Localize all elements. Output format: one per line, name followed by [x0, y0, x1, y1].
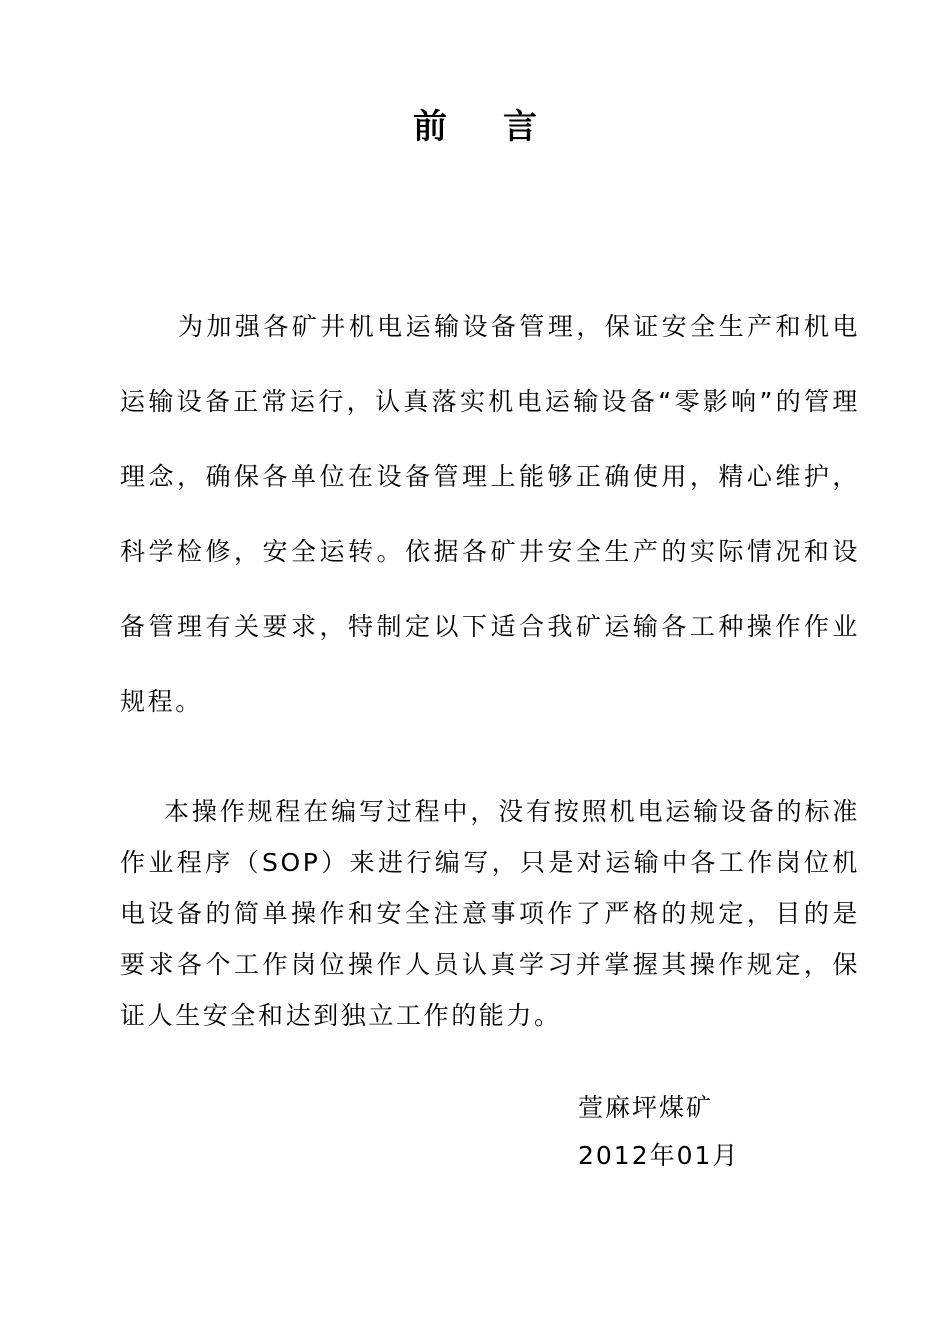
paragraph-1: 为加强各矿井机电运输设备管理，保证安全生产和机电运输设备正常运行，认真落实机电运输设备“零影响”的管理理念，确保各单位在设备管理上能够正确使用，精心维护，科学检修，安全运转。依据各矿井安全生产的实际情况和设备管理有关要求，特制定以下适合我矿运输各工种操作作业规程。 — [120, 312, 860, 716]
paragraph-2: 本操作规程在编写过程中，没有按照机电运输设备的标准作业程序（SOP）来进行编写，只是对运输中各工作岗位机电设备的简单操作和安全注意事项作了严格的规定，目的是要求各个工作岗位操作人员认真学习并掌握其操作规定，保证人生安全和达到独立工作的能力。 — [120, 797, 860, 1030]
signature-block — [578, 1084, 858, 1180]
signature-date: 2012年01月 — [578, 1141, 740, 1170]
signature-organization: 萱麻坪煤矿 — [578, 1093, 714, 1122]
page-title: 前言 — [413, 107, 593, 147]
